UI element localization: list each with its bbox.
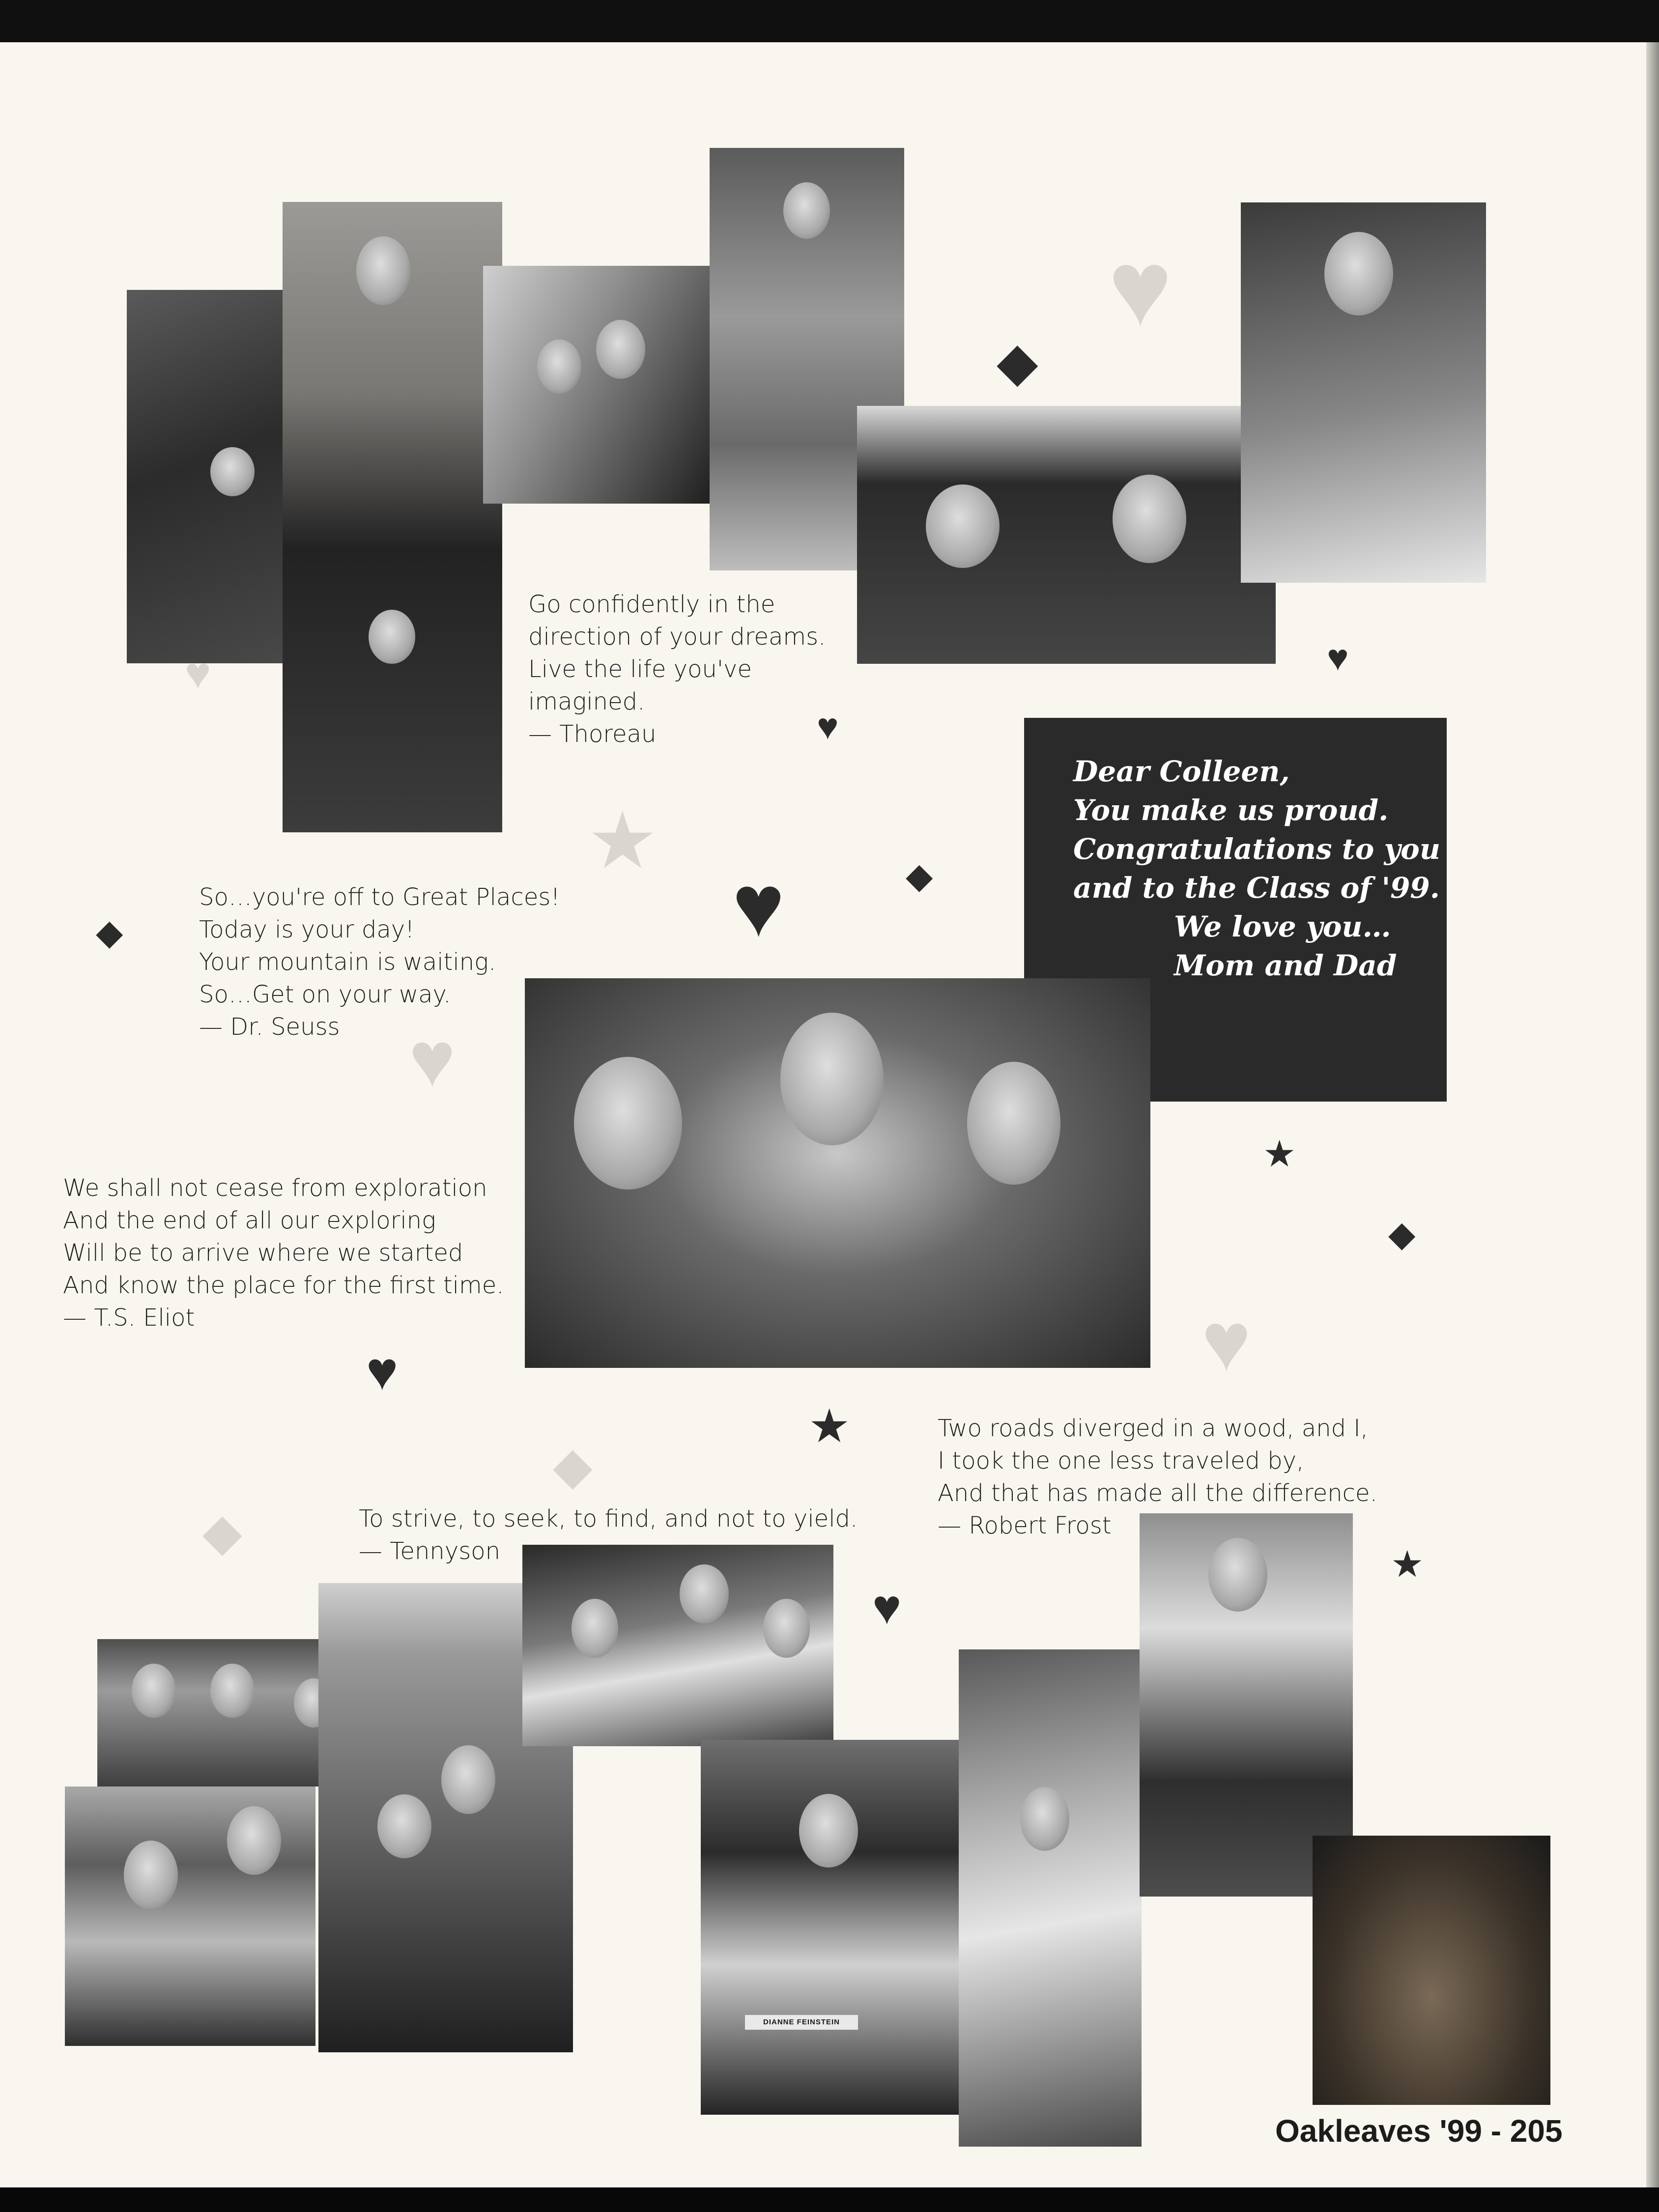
photo-face xyxy=(799,1794,858,1868)
photo-face xyxy=(356,236,410,305)
quote-line: So…you're off to Great Places! xyxy=(199,883,560,911)
photo-face xyxy=(210,1664,255,1718)
diamond-icon: ◆ xyxy=(997,332,1038,392)
page-footer-folio: Oakleaves '99 - 205 xyxy=(1275,2113,1563,2149)
desk-nameplate: DIANNE FEINSTEIN xyxy=(745,2015,858,2030)
quote-line: Go confidently in the xyxy=(528,591,775,618)
heart-icon: ♥ xyxy=(409,1015,456,1103)
diamond-icon: ◆ xyxy=(1388,1215,1416,1254)
diamond-icon: ◆ xyxy=(202,1503,242,1561)
photo-family-portrait xyxy=(525,978,1150,1368)
star-icon: ★ xyxy=(587,796,658,884)
quote-seuss xyxy=(199,881,560,1043)
photo-face xyxy=(227,1806,281,1875)
photo-two-dogs xyxy=(1313,1836,1550,2105)
photo-face xyxy=(132,1664,176,1718)
quote-line: imagined. xyxy=(528,688,645,715)
heart-icon: ♥ xyxy=(872,1580,902,1635)
parents-message xyxy=(1073,752,1440,985)
photo-girl-hiking xyxy=(959,1649,1142,2147)
diamond-icon: ◆ xyxy=(96,913,123,952)
quote-line: direction of your dreams. xyxy=(528,623,826,651)
quote-line: Two roads diverged in a wood, and I, xyxy=(938,1415,1368,1442)
photo-face xyxy=(1324,232,1393,315)
quote-line: And that has made all the difference. xyxy=(938,1479,1377,1507)
photo-face xyxy=(763,1599,810,1658)
photo-face xyxy=(537,340,581,394)
photo-three-adults xyxy=(522,1545,833,1746)
heart-icon: ♥ xyxy=(366,1341,399,1401)
diamond-icon: ◆ xyxy=(553,1437,593,1495)
photo-face xyxy=(1208,1538,1267,1612)
heart-icon: ♥ xyxy=(185,649,211,698)
photo-two-girls xyxy=(857,406,1276,664)
heart-icon: ♥ xyxy=(732,856,785,955)
photo-face xyxy=(572,1599,618,1658)
star-icon: ★ xyxy=(808,1400,851,1452)
quote-line: We shall not cease from exploration xyxy=(63,1174,487,1202)
photo-face xyxy=(783,182,830,239)
message-line: Congratulations to you xyxy=(1073,832,1441,866)
message-line: You make us proud. xyxy=(1073,794,1389,827)
quote-author: — Thoreau xyxy=(528,720,657,748)
quote-author: — T.S. Eliot xyxy=(63,1304,195,1332)
quote-author: — Robert Frost xyxy=(938,1512,1112,1539)
quote-line: Live the life you've xyxy=(528,655,752,683)
photo-face xyxy=(441,1745,495,1814)
star-icon: ★ xyxy=(1391,1543,1424,1585)
photo-girl-with-father xyxy=(483,266,710,504)
diamond-icon: ◆ xyxy=(906,856,933,896)
quote-line: Today is your day! xyxy=(199,916,415,943)
photo-face xyxy=(680,1564,729,1623)
photo-face xyxy=(1113,475,1186,563)
message-line: We love you… xyxy=(1174,910,1391,943)
scan-bottom-edge xyxy=(0,2187,1659,2212)
quote-thoreau xyxy=(528,588,826,750)
quote-line: And the end of all our exploring xyxy=(63,1207,436,1234)
photo-face xyxy=(780,1013,884,1145)
photo-face xyxy=(369,610,415,664)
star-icon: ★ xyxy=(1263,1133,1296,1174)
photo-senator-office xyxy=(701,1740,960,2115)
heart-icon: ♥ xyxy=(1201,1295,1251,1389)
heart-icon: ♥ xyxy=(1108,227,1173,348)
photo-face xyxy=(596,320,645,379)
photo-girl-with-lei xyxy=(1241,202,1486,583)
photo-face xyxy=(1020,1787,1069,1851)
page-spine xyxy=(1646,42,1659,2212)
heart-icon: ♥ xyxy=(817,706,839,747)
photo-face xyxy=(210,447,255,496)
photo-face xyxy=(377,1794,431,1858)
message-signature: Mom and Dad xyxy=(1174,949,1397,982)
quote-line: Will be to arrive where we started xyxy=(63,1239,463,1267)
heart-icon: ♥ xyxy=(1327,637,1349,678)
photo-face xyxy=(926,484,1000,568)
quote-line: And know the place for the first time. xyxy=(63,1272,504,1299)
photo-toddler-with-bust xyxy=(283,202,502,832)
photo-face xyxy=(124,1841,178,1909)
quote-author: — Tennyson xyxy=(359,1537,500,1565)
yearbook-page xyxy=(0,42,1659,2212)
message-line: and to the Class of '99. xyxy=(1073,871,1440,905)
quote-line: So…Get on your way. xyxy=(199,981,451,1008)
message-line: Dear Colleen, xyxy=(1073,755,1290,788)
photo-face xyxy=(967,1062,1060,1185)
quote-author: — Dr. Seuss xyxy=(199,1013,340,1041)
photo-daughter-with-father-street xyxy=(65,1787,315,2046)
photo-face xyxy=(574,1057,682,1190)
quote-line: Your mountain is waiting. xyxy=(199,948,496,976)
quote-line: To strive, to seek, to find, and not to yield. xyxy=(359,1505,858,1532)
quote-eliot xyxy=(63,1172,504,1334)
quote-line: I took the one less traveled by, xyxy=(938,1447,1304,1475)
